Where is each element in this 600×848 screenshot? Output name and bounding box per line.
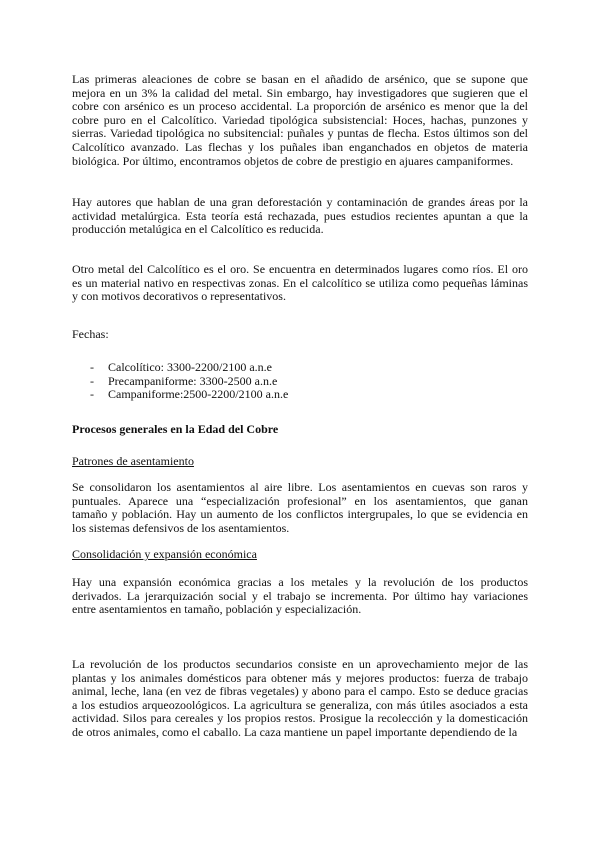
text-line: y con motivos decorativos o representativos.: [72, 289, 286, 304]
paragraph-deforestation: [72, 196, 528, 237]
text-line: producción metalúgica en el Calcolítico es reducida.: [72, 222, 324, 237]
text-line: La revolución de los productos secundarios consiste en un aprovechamiento mejor de las: [72, 657, 528, 671]
paragraph-secondary-products: [72, 658, 528, 740]
paragraph-arsenic-alloys: [72, 73, 528, 168]
text-line: los sistemas defensivos de los asentamientos.: [72, 520, 290, 535]
text-line: mejora en un 3% la calidad del metal. Sin embargo, hay investigadores que sugieren que el: [72, 85, 528, 100]
section-heading: Procesos generales en la Edad del Cobre: [72, 422, 279, 436]
text-line: biológica. Por último, encontramos objetos de cobre de prestigio en ajuares campaniformes.: [72, 153, 514, 168]
text-line: puntuales. Aparece una “especialización profesional” en los asentamientos, que ganan: [72, 493, 528, 508]
text-line: Hay una expansión económica gracias a los metales y la revolución de los productos: [72, 575, 528, 589]
list-item: [72, 361, 528, 375]
text-line: tamaño y población. Hay un aumento de los conflictos intergrupales, lo que se evidencia en: [72, 507, 528, 522]
list-item-text: Precampaniforme: 3300-2500 a.n.e: [108, 373, 278, 388]
text-line: Hay autores que hablan de una gran deforestación y contaminación de grandes áreas por la: [72, 195, 528, 209]
text-line: entre asentamientos en tamaño, población y especialización.: [72, 602, 362, 617]
fechas-list: [72, 361, 528, 402]
paragraph-settlements: [72, 481, 528, 535]
list-item: [72, 388, 528, 402]
text-line: Las primeras aleaciones de cobre se basan en el añadido de arsénico, que se supone que: [72, 72, 528, 86]
paragraph-economic-expansion: [72, 576, 528, 617]
text-line: Calcolítico avanzado. Las flechas y los puñales iban enganchados en objetos de materia: [72, 139, 528, 154]
text-line: actividad metalúrgica. Esta teoría está rechazada, pues estudios recientes apuntan a que la: [72, 208, 528, 223]
list-item-text: Campaniforme:2500-2200/2100 a.n.e: [108, 387, 289, 402]
subheading-patrones: Patrones de asentamiento: [72, 454, 194, 468]
text-line: cobre puro en el Calcolítico. Variedad tipológica subsistencial: Hoces, hachas, punzones y: [72, 112, 528, 127]
text-line: Otro metal del Calcolítico es el oro. Se encuentra en determinados lugares como ríos. El oro: [72, 262, 528, 276]
list-item: [72, 375, 528, 389]
text-line: de otros animales, como el caballo. La caza mantiene un papel importante dependiendo de la: [72, 724, 518, 739]
bullet: -: [90, 373, 94, 388]
text-line: a los estudios arqueozoológicos. La agricultura se generaliza, con más útiles asociados a esta: [72, 697, 528, 712]
text-line: animal, leche, lana (en vez de fibras vegetales) y abono para el campo. Esto se deduce gracias: [72, 684, 528, 699]
text-line: actividad. Silos para cereales y los propios restos. Prosigue la recolección y la domesticación: [72, 711, 528, 726]
list-item-text: Calcolítico: 3300-2200/2100 a.n.e: [108, 360, 272, 374]
subheading-consolidacion: Consolidación y expansión económica: [72, 547, 257, 561]
text-line: sierras. Variedad tipológica no subsitencial: puñales y puntas de flecha. Estos últimos son del: [72, 126, 528, 141]
text-line: es un material nativo en respectivas zonas. En el calcolítico se utiliza como pequeñas láminas: [72, 275, 528, 290]
paragraph-gold: [72, 263, 528, 304]
text-line: cobre con arsénico es un proceso accidental. La proporción de arsénico es menor que la del: [72, 99, 528, 114]
text-line: Se consolidaron los asentamientos al aire libre. Los asentamientos en cuevas son raros y: [72, 480, 528, 494]
text-line: derivados. La jerarquización social y el trabajo se incrementa. Por último hay variaciones: [72, 588, 528, 603]
bullet: -: [90, 360, 94, 374]
fechas-label: Fechas:: [72, 327, 109, 341]
text-line: plantas y los animales domésticos para obtener más y mejores productos: fuerza de trabajo: [72, 670, 528, 685]
bullet: -: [90, 387, 94, 402]
